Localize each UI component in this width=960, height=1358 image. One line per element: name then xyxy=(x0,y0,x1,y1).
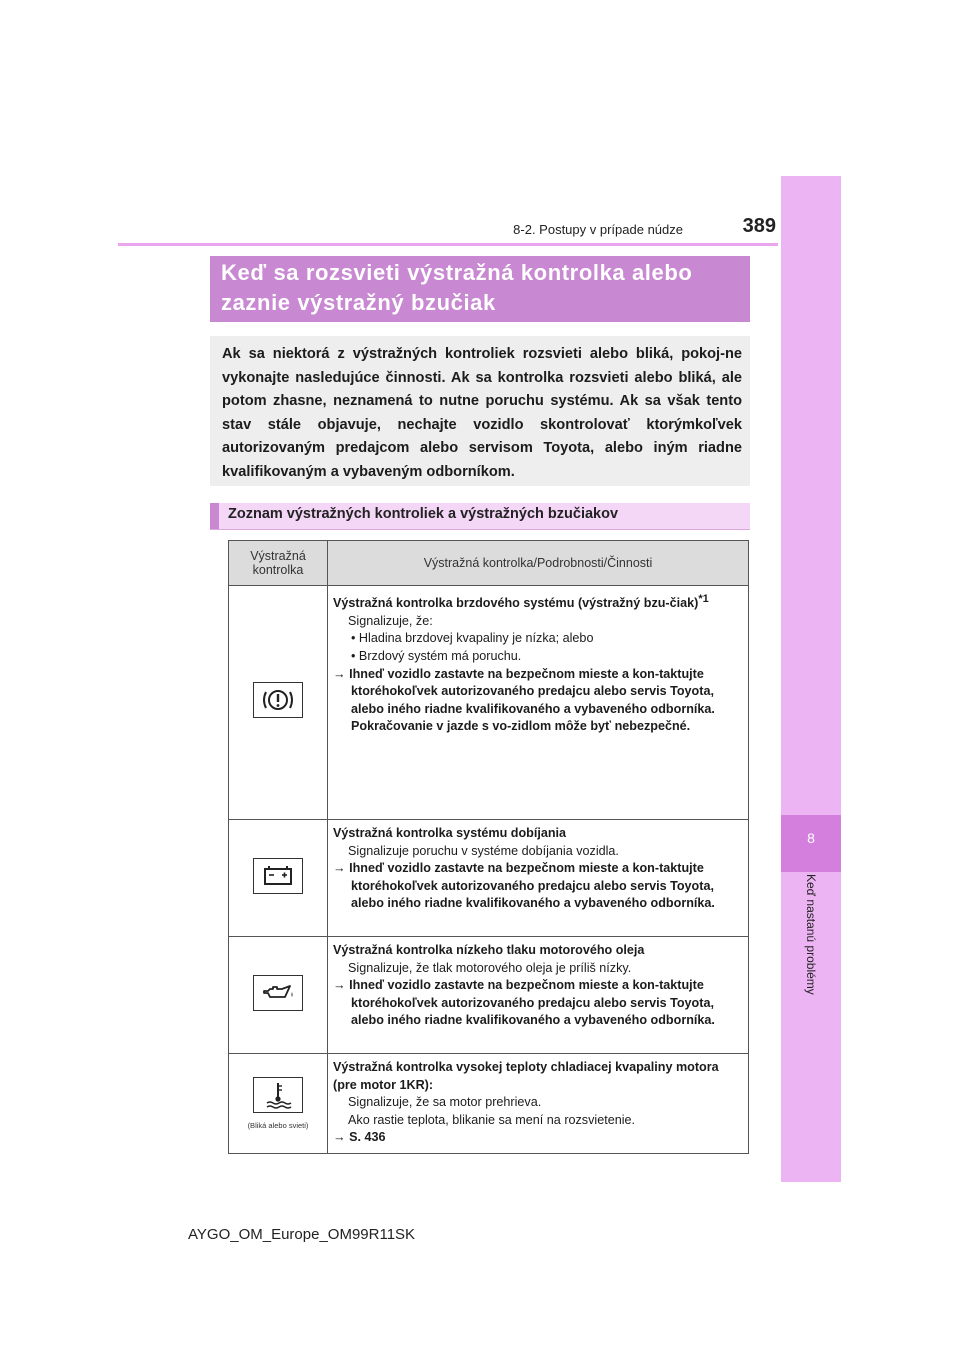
subheading: Zoznam výstražných kontroliek a výstražných bzučiakov xyxy=(228,506,619,522)
page-title xyxy=(221,258,751,318)
footnote-ref: *1 xyxy=(698,593,709,605)
details-cell xyxy=(328,820,749,937)
table-row xyxy=(229,820,749,937)
table-row xyxy=(229,937,749,1054)
page-reference-link[interactable]: S. 436 xyxy=(349,1130,386,1145)
row-title: Výstražná kontrolka systému dobíjania xyxy=(333,826,567,840)
row-action: → Ihneď vozidlo zastavte na bezpečnom mieste a kon-taktujte ktoréhokoľvek autorizovaného predajcu alebo servis Toyota, alebo iného riadne kvalifikovaného a vybaveného odborníka. xyxy=(333,861,715,911)
warning-lights-table xyxy=(228,540,749,1154)
details-cell xyxy=(328,1054,749,1154)
intro-text: Ak sa niektorá z výstražných kontroliek rozsvieti alebo bliká, pokoj-ne vykonajte nasledujúce činnosti. Ak sa kontrolka rozsvieti alebo bliká, ale potom zhasne, neznamená to nutne poruchu systému. Ak sa však tento stav stále objavuje, nechajte vozidlo skontrolovať ktorýmkoľvek autorizovaným predajcom alebo servisom Toyota, alebo iným riadne kvalifikovaným a vybaveným odborníkom. xyxy=(222,346,742,480)
icon-cell xyxy=(229,937,328,1054)
row-action: → Ihneď vozidlo zastavte na bezpečnom mieste a kon-taktujte ktoréhokoľvek autorizovaného predajcu alebo servis Toyota, alebo iného riadne kvalifikovaného a vybaveného odborníka. xyxy=(333,978,715,1028)
icon-cell xyxy=(229,586,328,820)
coolant-temperature-icon xyxy=(253,1077,303,1113)
row-lead: Signalizuje, že: xyxy=(348,613,433,628)
table-row xyxy=(229,1054,749,1154)
row-lead-2: Ako rastie teplota, blikanie sa mení na rozsvietenie. xyxy=(348,1112,636,1127)
table-row xyxy=(229,586,749,820)
details-cell xyxy=(328,937,749,1054)
header-rule xyxy=(118,243,778,246)
subheading-rule xyxy=(210,529,750,530)
row-title: Výstražná kontrolka vysokej teploty chladiacej kvapaliny motora (pre motor 1KR): xyxy=(333,1060,719,1092)
row-title: Výstražná kontrolka nízkeho tlaku motorového oleja xyxy=(333,943,645,957)
document-code: AYGO_OM_Europe_OM99R11SK xyxy=(188,1226,416,1243)
table-header-details: Výstražná kontrolka/Podrobnosti/Činnosti xyxy=(328,541,749,586)
arrow-icon: → xyxy=(333,666,346,681)
subheading-accent xyxy=(210,503,219,529)
row-title: Výstražná kontrolka brzdového systému (výstražný bzu-čiak) xyxy=(333,596,699,611)
arrow-icon: → xyxy=(333,978,346,993)
row-lead: Signalizuje poruchu v systéme dobíjania vozidla. xyxy=(348,843,619,858)
brake-warning-icon xyxy=(253,682,303,718)
page-number: 389 xyxy=(742,215,776,237)
icon-cell xyxy=(229,1054,328,1154)
section-title: 8-2. Postupy v prípade núdze xyxy=(513,222,683,237)
page-title-line2: zaznie výstražný bzučiak xyxy=(221,290,496,315)
details-cell xyxy=(328,586,749,820)
battery-icon xyxy=(253,858,303,894)
table-header-row xyxy=(229,541,749,586)
row-lead: Signalizuje, že sa motor prehrieva. xyxy=(348,1095,542,1110)
chapter-number: 8 xyxy=(807,830,815,846)
bullet-glyph: • xyxy=(351,631,356,646)
icon-cell xyxy=(229,820,328,937)
page-title-line1: Keď sa rozsvieti výstražná kontrolka alebo xyxy=(221,260,693,285)
list-item: • Hladina brzdovej kvapaliny je nízka; alebo xyxy=(351,631,594,646)
list-item: • Brzdový systém má poruchu. xyxy=(351,648,522,663)
row-action xyxy=(333,1129,743,1147)
bullet-glyph: • xyxy=(351,648,356,663)
arrow-icon: → xyxy=(333,1130,346,1145)
chapter-label: Keď nastanú problémy xyxy=(804,874,818,995)
row-action: → Ihneď vozidlo zastavte na bezpečnom mieste a kon-taktujte ktoréhokoľvek autorizovaného predajcu alebo servis Toyota, alebo iného riadne kvalifikovaného a vybaveného odborníka. Pokračovanie v jazde s vo-zidlom môže byť nebezpečné. xyxy=(333,666,715,734)
chapter-side-tab xyxy=(781,176,841,1182)
icon-note: (Bliká alebo svieti) xyxy=(247,1121,309,1130)
oil-pressure-icon xyxy=(253,975,303,1011)
arrow-icon: → xyxy=(333,861,346,876)
row-lead: Signalizuje, že tlak motorového oleja je príliš nízky. xyxy=(348,960,632,975)
table-header-indicator: Výstražná kontrolka xyxy=(229,541,328,586)
